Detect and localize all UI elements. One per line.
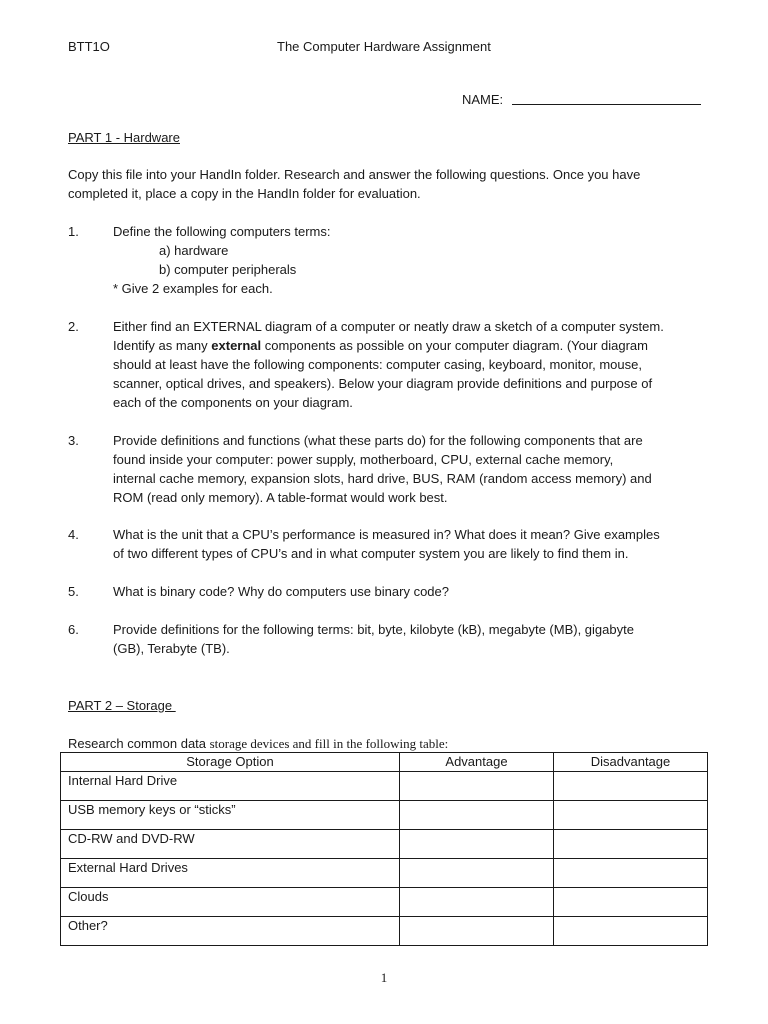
question-line: internal cache memory, expansion slots, hard drive, BUS, RAM (random access memory) and bbox=[113, 471, 652, 486]
part1-heading: PART 1 - Hardware bbox=[68, 130, 180, 145]
disadvantage-cell[interactable] bbox=[554, 830, 708, 859]
course-code: BTT1O bbox=[68, 39, 110, 54]
storage-option-cell: Other? bbox=[61, 917, 400, 946]
question-5-text bbox=[113, 582, 713, 601]
question-line: (GB), Terabyte (TB). bbox=[113, 641, 230, 656]
question-line: a) hardware bbox=[159, 243, 229, 258]
advantage-cell[interactable] bbox=[400, 801, 554, 830]
emphasis-external: external bbox=[211, 338, 262, 353]
name-label: NAME: bbox=[462, 92, 504, 107]
storage-option-cell: Clouds bbox=[61, 888, 400, 917]
instruction-segment: Research common data bbox=[68, 736, 210, 751]
header-disadvantage: Disadvantage bbox=[554, 753, 708, 772]
question-4-text bbox=[113, 525, 713, 563]
table-row bbox=[61, 772, 708, 801]
question-3-text bbox=[113, 431, 713, 507]
storage-table bbox=[60, 752, 708, 946]
advantage-cell[interactable] bbox=[400, 888, 554, 917]
question-1-text bbox=[113, 222, 713, 298]
question-line: * Give 2 examples for each. bbox=[113, 281, 273, 296]
question-line: scanner, optical drives, and speakers). Below your diagram provide definitions and purpose of bbox=[113, 376, 653, 391]
question-line: Provide definitions for the following terms: bit, byte, kilobyte (kB), megabyte (MB), gigabyte bbox=[113, 622, 634, 637]
storage-instruction bbox=[68, 734, 448, 753]
table-row bbox=[61, 801, 708, 830]
question-line: b) computer peripherals bbox=[159, 262, 297, 277]
intro-text-line1: Copy this file into your HandIn folder. Research and answer the following questions. Once you have bbox=[68, 167, 641, 182]
question-5-number: 5. bbox=[68, 584, 79, 599]
header-storage-option: Storage Option bbox=[61, 753, 400, 772]
disadvantage-cell[interactable] bbox=[554, 888, 708, 917]
question-line bbox=[113, 336, 713, 355]
question-2-text bbox=[113, 317, 713, 412]
question-1-number: 1. bbox=[68, 224, 79, 239]
intro-text-line2: completed it, place a copy in the HandIn folder for evaluation. bbox=[68, 186, 421, 201]
question-line: What is binary code? Why do computers use binary code? bbox=[113, 584, 450, 599]
storage-option-cell: Internal Hard Drive bbox=[61, 772, 400, 801]
disadvantage-cell[interactable] bbox=[554, 772, 708, 801]
page-number: 1 bbox=[380, 970, 388, 985]
text-segment: components as possible on your computer diagram. (Your diagram bbox=[261, 338, 648, 353]
question-2-number: 2. bbox=[68, 319, 79, 334]
question-3-number: 3. bbox=[68, 433, 79, 448]
table-row bbox=[61, 859, 708, 888]
advantage-cell[interactable] bbox=[400, 859, 554, 888]
question-line: What is the unit that a CPU’s performance is measured in? What does it mean? Give examples bbox=[113, 527, 660, 542]
table-header-row bbox=[61, 753, 708, 772]
question-line: of two different types of CPU’s and in what computer system you are likely to find them in. bbox=[113, 546, 629, 561]
document-title: The Computer Hardware Assignment bbox=[277, 39, 491, 54]
table-row bbox=[61, 888, 708, 917]
advantage-cell[interactable] bbox=[400, 772, 554, 801]
advantage-cell[interactable] bbox=[400, 830, 554, 859]
storage-option-cell: External Hard Drives bbox=[61, 859, 400, 888]
table-row bbox=[61, 830, 708, 859]
disadvantage-cell[interactable] bbox=[554, 801, 708, 830]
header-advantage: Advantage bbox=[400, 753, 554, 772]
part2-heading: PART 2 – Storage bbox=[68, 698, 176, 713]
storage-option-cell: CD-RW and DVD-RW bbox=[61, 830, 400, 859]
question-line: found inside your computer: power supply, motherboard, CPU, external cache memory, bbox=[113, 452, 614, 467]
storage-option-cell: USB memory keys or “sticks” bbox=[61, 801, 400, 830]
advantage-cell[interactable] bbox=[400, 917, 554, 946]
table-row bbox=[61, 917, 708, 946]
disadvantage-cell[interactable] bbox=[554, 917, 708, 946]
question-line: each of the components on your diagram. bbox=[113, 395, 353, 410]
disadvantage-cell[interactable] bbox=[554, 859, 708, 888]
question-line: Define the following computers terms: bbox=[113, 224, 331, 239]
instruction-segment: storage devices and fill in the following table: bbox=[209, 736, 449, 751]
question-line: ROM (read only memory). A table-format would work best. bbox=[113, 490, 448, 505]
question-6-number: 6. bbox=[68, 622, 79, 637]
question-line: should at least have the following components: computer casing, keyboard, monitor, mouse, bbox=[113, 357, 642, 372]
question-6-text bbox=[113, 620, 713, 658]
question-4-number: 4. bbox=[68, 527, 79, 542]
name-blank-line bbox=[512, 104, 701, 105]
question-line: Either find an EXTERNAL diagram of a computer or neatly draw a sketch of a computer system. bbox=[113, 319, 664, 334]
question-line: Provide definitions and functions (what these parts do) for the following components that are bbox=[113, 433, 643, 448]
text-segment: Identify as many bbox=[113, 338, 212, 353]
